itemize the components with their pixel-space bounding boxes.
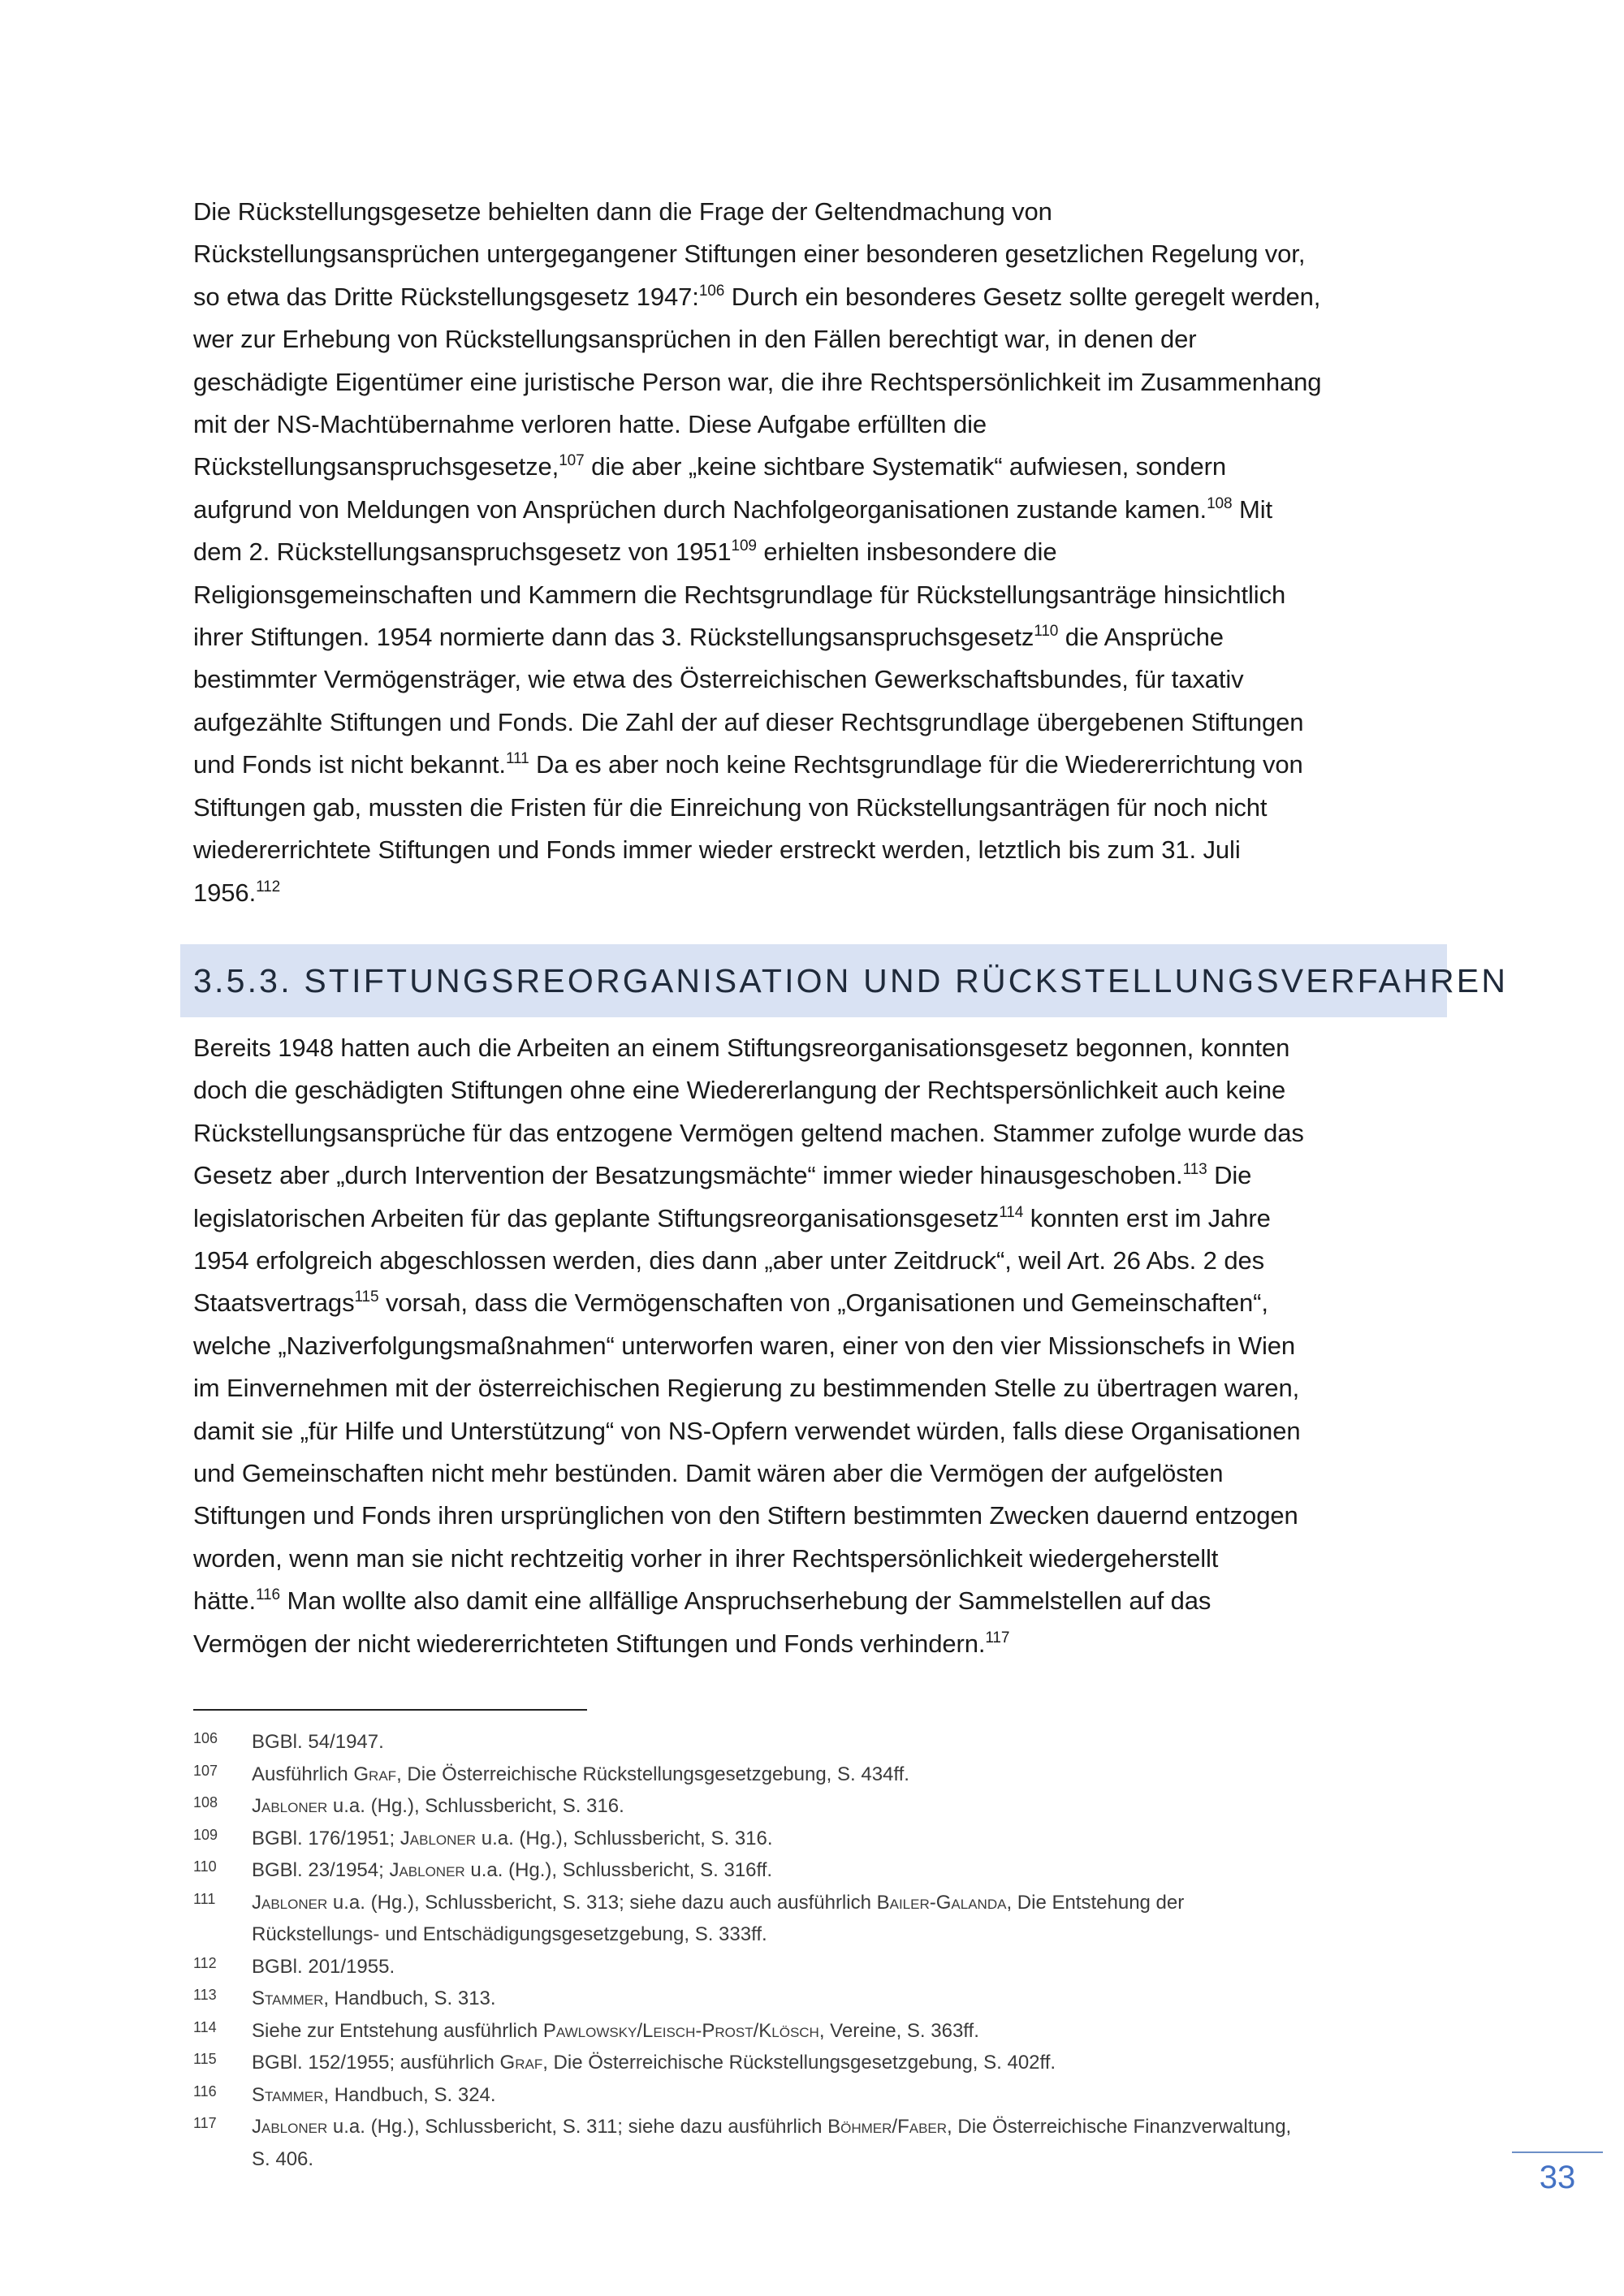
footnote-110 <box>193 1854 1460 1887</box>
text-line: aufgrund von Meldungen von Ansprüchen durch Nachfolgeorganisationen zustande kamen.$^{108}$ Mit <box>193 494 1273 524</box>
footnote-text: Jabloner u.a. (Hg.), Schlussbericht, S. 311; siehe dazu ausführlich Böhmer/Faber, Die Österreichische Finanzverwaltung, S. 406. <box>252 2116 1292 2170</box>
text-line: doch die geschädigten Stiftungen ohne eine Wiedererlangung der Rechtspersönlichkeit auch keine <box>193 1076 1286 1105</box>
text-line: dem 2. Rückstellungsanspruchsgesetz von 1951$^{109}$ erhielten insbesondere die <box>193 537 1057 567</box>
author-name: Böhmer/Faber <box>827 2116 948 2138</box>
text-line: mit der NS-Machtübernahme verloren hatte. Diese Aufgabe erfüllten die <box>193 410 987 439</box>
footnote-107 <box>193 1759 1460 1791</box>
text-line: bestimmter Vermögensträger, wie etwa des Österreichischen Gewerkschaftsbundes, für taxativ <box>193 665 1244 694</box>
author-name: Jabloner <box>252 2116 328 2138</box>
author-name: Graf <box>499 2052 543 2074</box>
footnote-109 <box>193 1823 1460 1855</box>
text-line: Rückstellungsansprüchen untergegangener Stiftungen einer besonderen gesetzlichen Regelung vor, <box>193 240 1306 269</box>
author-name: Stammer <box>252 1987 324 2009</box>
text-line: 1956.$^{112}$ <box>193 878 281 907</box>
footnote-ref[interactable]: 107 <box>559 452 585 470</box>
footnote-ref[interactable]: 109 <box>731 537 757 555</box>
text-line: Stiftungen und Fonds ihren ursprünglichen von den Stiftern bestimmten Zwecken dauernd entzogen <box>193 1501 1298 1530</box>
text-line: Rückstellungsansprüche für das entzogene Vermögen geltend machen. Stammer zufolge wurde das <box>193 1118 1304 1147</box>
footnote-text: Jabloner u.a. (Hg.), Schlussbericht, S. 313; siehe dazu auch ausführlich Bailer-Galanda, Die Entstehung der Rückstellungs- und Entschädigungsgesetzgebung, S. 333ff. <box>252 1891 1185 1945</box>
text-line: geschädigte Eigentümer eine juristische Person war, die ihre Rechtspersönlichkeit im Zusammenhang <box>193 367 1322 396</box>
text-line: welche „Naziverfolgungsmaßnahmen“ unterworfen waren, einer von den vier Missionschefs in Wien <box>193 1331 1296 1360</box>
footnote-ref[interactable]: 114 <box>999 1203 1024 1221</box>
footnote-text: BGBl. 54/1947. <box>252 1731 384 1753</box>
author-name: Jabloner <box>252 1891 328 1914</box>
footnote-117 <box>193 2111 1460 2175</box>
text-line: so etwa das Dritte Rückstellungsgesetz 1947:$^{106}$ Durch ein besonderes Gesetz sollte geregelt werden, <box>193 282 1321 311</box>
footnote-text: Ausführlich Graf, Die Österreichische Rückstellungsgesetzgebung, S. 434ff. <box>252 1763 909 1785</box>
body-paragraph-2 <box>193 1027 1448 1665</box>
footnote-text: BGBl. 176/1951; Jabloner u.a. (Hg.), Schlussbericht, S. 316. <box>252 1827 773 1849</box>
text-line: Stiftungen gab, mussten die Fristen für die Einreichung von Rückstellungsanträgen für noch nicht <box>193 792 1268 822</box>
footnote-ref[interactable]: 108 <box>1207 494 1233 512</box>
footnote-separator <box>193 1709 587 1711</box>
author-name: Jabloner <box>389 1859 465 1881</box>
footnote-text: BGBl. 201/1955. <box>252 1955 395 1978</box>
footnote-ref[interactable]: 117 <box>985 1629 1010 1646</box>
text-line: Bereits 1948 hatten auch die Arbeiten an einem Stiftungsreorganisationsgesetz begonnen, konnten <box>193 1034 1290 1062</box>
footnote-114 <box>193 2015 1460 2048</box>
footnotes <box>193 1726 1460 2175</box>
footnote-number: 115 <box>193 2051 217 2067</box>
author-name: Jabloner <box>400 1827 477 1849</box>
footnote-ref[interactable]: 113 <box>1182 1161 1207 1179</box>
author-name: Graf <box>353 1763 397 1785</box>
page-number-rule <box>1512 2151 1603 2153</box>
footnote-text: Jabloner u.a. (Hg.), Schlussbericht, S. 316. <box>252 1795 624 1817</box>
footnote-ref[interactable]: 116 <box>255 1586 280 1604</box>
footnote-112 <box>193 1951 1460 1983</box>
author-name: Bailer-Galanda <box>876 1891 1007 1914</box>
text-line: Vermögen der nicht wiedererrichteten Stiftungen und Fonds verhindern.$^{117}$ <box>193 1629 1010 1658</box>
footnote-text: Stammer, Handbuch, S. 324. <box>252 2083 496 2106</box>
footnote-text: BGBl. 152/1955; ausführlich Graf, Die Österreichische Rückstellungsgesetzgebung, S. 402ff. <box>252 2052 1056 2074</box>
footnote-ref[interactable]: 115 <box>354 1288 379 1306</box>
author-name: Jabloner <box>252 1795 328 1817</box>
footnote-ref[interactable]: 106 <box>698 282 725 300</box>
footnote-number: 111 <box>193 1890 216 1907</box>
text-line: damit sie „für Hilfe und Unterstützung“ von NS-Opfern verwendet würden, falls diese Organisationen <box>193 1416 1301 1445</box>
text-line: worden, wenn man sie nicht rechtzeitig vorher in ihrer Rechtspersönlichkeit wiedergeherstellt <box>193 1543 1219 1573</box>
footnote-115 <box>193 2047 1460 2079</box>
footnote-number: 114 <box>193 2018 217 2035</box>
text-line: Rückstellungsanspruchsgesetze,$^{107}$ die aber „keine sichtbare Systematik“ aufwiesen, sondern <box>193 452 1226 481</box>
text-line: Die Rückstellungsgesetze behielten dann die Frage der Geltendmachung von <box>193 197 1052 226</box>
footnote-text: Siehe zur Entstehung ausführlich Pawlowsky/Leisch-Prost/Klösch, Vereine, S. 363ff. <box>252 2019 979 2042</box>
text-line: im Einvernehmen mit der österreichischen Regierung zu bestimmenden Stelle zu übertragen waren, <box>193 1374 1300 1403</box>
footnote-108 <box>193 1790 1460 1823</box>
footnote-number: 113 <box>193 1987 217 2003</box>
text-line: ihrer Stiftungen. 1954 normierte dann das 3. Rückstellungsanspruchsgesetz$^{110}$ die Ansprüche <box>193 623 1224 652</box>
footnote-number: 117 <box>193 2115 217 2131</box>
text-line: wer zur Erhebung von Rückstellungsansprüchen in den Fällen berechtigt war, in denen der <box>193 325 1197 354</box>
footnote-number: 108 <box>193 1794 218 1810</box>
footnote-111 <box>193 1887 1460 1951</box>
text-line: aufgezählte Stiftungen und Fonds. Die Zahl der auf dieser Rechtsgrundlage übergebenen Stiftungen <box>193 707 1304 736</box>
footnote-ref[interactable]: 111 <box>505 750 529 768</box>
text-line: Staatsvertrags$^{115}$ vorsah, dass die Vermögenschaften von „Organisationen und Gemeinschaften“, <box>193 1288 1268 1318</box>
footnote-number: 106 <box>193 1730 218 1746</box>
text-line: Gesetz aber „durch Intervention der Besatzungsmächte“ immer wieder hinausgeschoben.$^{113}$ Die <box>193 1161 1252 1190</box>
footnote-number: 110 <box>193 1858 217 1875</box>
section-heading-text: 3.5.3. STIFTUNGSREORGANISATION UND RÜCKSTELLUNGSVERFAHREN <box>193 961 1509 999</box>
footnote-number: 109 <box>193 1826 218 1843</box>
footnote-number: 112 <box>193 1954 217 1971</box>
footnote-116 <box>193 2079 1460 2112</box>
footnote-number: 116 <box>193 2082 217 2100</box>
text-line: legislatorischen Arbeiten für das geplante Stiftungsreorganisationsgesetz$^{114}$ konnten erst im Jahre <box>193 1203 1271 1232</box>
text-line: 1954 erfolgreich abgeschlossen werden, dies dann „aber unter Zeitdruck“, weil Art. 26 Abs. 2 des <box>193 1246 1264 1275</box>
page-number: 33 <box>1539 2160 1576 2195</box>
text-line: hätte.$^{116}$ Man wollte also damit eine allfällige Anspruchserhebung der Sammelstellen auf das <box>193 1586 1212 1616</box>
footnote-ref[interactable]: 110 <box>1034 623 1059 641</box>
text-line: und Fonds ist nicht bekannt.$^{111}$ Da es aber noch keine Rechtsgrundlage für die Wiedererrichtung von <box>193 750 1303 779</box>
footnote-113 <box>193 1983 1460 2015</box>
text-line: Religionsgemeinschaften und Kammern die Rechtsgrundlage für Rückstellungsanträge hinsichtlich <box>193 580 1286 609</box>
footnote-number: 107 <box>193 1762 218 1779</box>
text-line: und Gemeinschaften nicht mehr bestünden. Damit wären aber die Vermögen der aufgelösten <box>193 1459 1224 1488</box>
author-name: Stammer <box>252 2083 324 2106</box>
footnote-text: Stammer, Handbuch, S. 313. <box>252 1987 496 2009</box>
footnote-ref[interactable]: 112 <box>256 878 281 896</box>
body-paragraph-1 <box>193 191 1448 914</box>
text-line: wiedererrichtete Stiftungen und Fonds immer wieder erstreckt werden, letztlich bis zum 31. Juli <box>193 835 1241 865</box>
section-heading <box>180 944 1509 1017</box>
footnote-text: BGBl. 23/1954; Jabloner u.a. (Hg.), Schlussbericht, S. 316ff. <box>252 1859 773 1881</box>
footnote-106 <box>193 1726 1460 1759</box>
author-name: Pawlowsky/Leisch-Prost/Klösch <box>542 2019 819 2042</box>
